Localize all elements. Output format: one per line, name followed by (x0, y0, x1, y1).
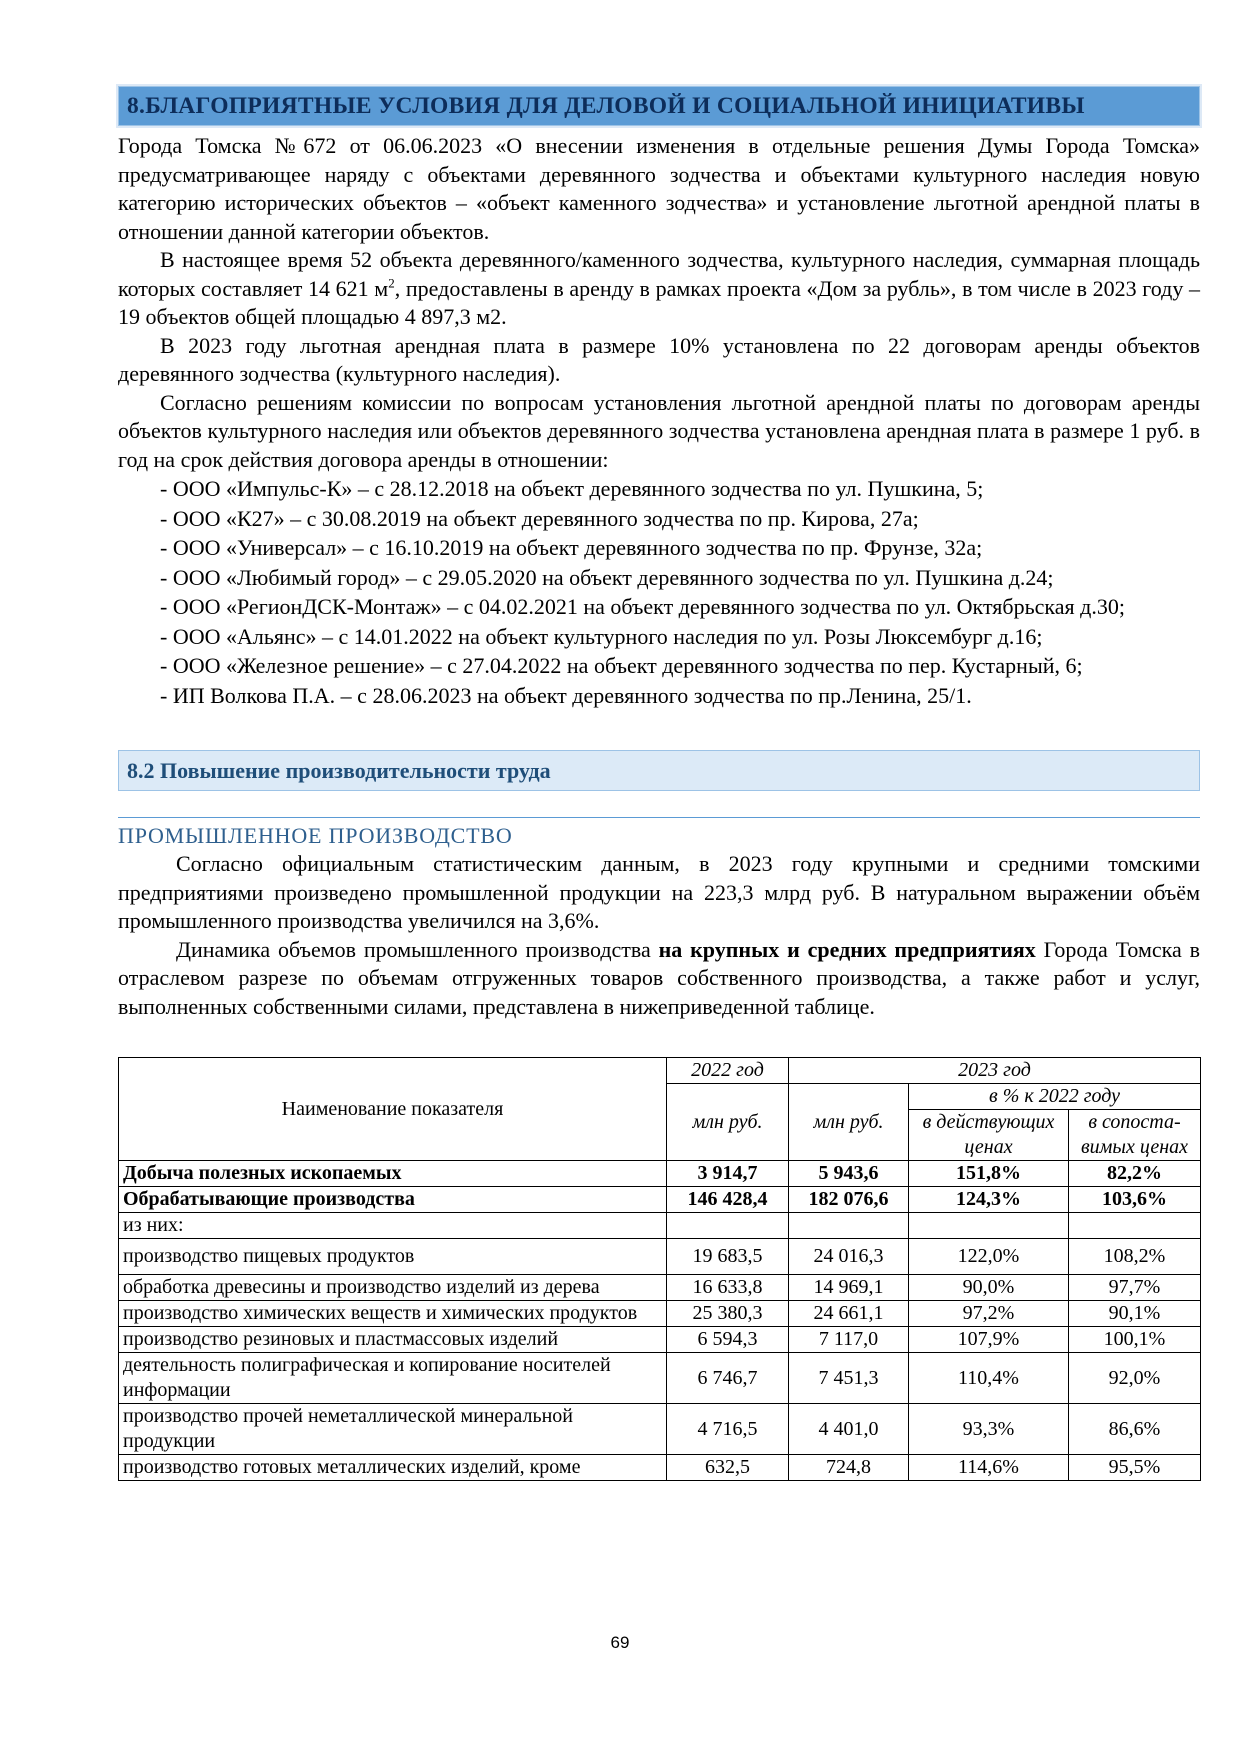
row-value-2023: 24 016,3 (789, 1239, 909, 1275)
row-percent-current: 90,0% (909, 1275, 1069, 1301)
row-value-2022: 146 428,4 (667, 1187, 789, 1213)
list-item: - ООО «РегионДСК-Монтаж» – с 04.02.2021 на объект деревянного зодчества по ул. Октябрьская д.30; (160, 594, 1125, 619)
table-row (119, 1239, 1201, 1275)
row-percent-comparable: 86,6% (1069, 1404, 1201, 1455)
paragraph-objects-text-a: В настоящее время 52 объекта деревянного/каменного зодчества, культурного наследия, суммарная площадь которых составляет 14 621 м (118, 247, 1200, 301)
row-value-2022: 6 594,3 (667, 1327, 789, 1353)
row-value-2023: 724,8 (789, 1455, 909, 1481)
row-name: производство готовых металлических изделий, кроме (119, 1455, 667, 1481)
row-value-2022: 19 683,5 (667, 1239, 789, 1275)
row-percent-comparable: 108,2% (1069, 1239, 1201, 1275)
row-value-2023: 7 117,0 (789, 1327, 909, 1353)
header-mln-2022: млн руб. (667, 1084, 789, 1161)
row-percent-comparable: 92,0% (1069, 1353, 1201, 1404)
row-name: производство резиновых и пластмассовых изделий (119, 1327, 667, 1353)
row-value-2023: 182 076,6 (789, 1187, 909, 1213)
document-page (118, 86, 1200, 1481)
header-year-2022: 2022 год (667, 1058, 789, 1084)
row-value-2022: 25 380,3 (667, 1301, 789, 1327)
header-mln-2023: млн руб. (789, 1084, 909, 1161)
row-percent-comparable (1069, 1213, 1201, 1239)
subsection-title: 8.2 Повышение производительности труда (118, 750, 1200, 791)
row-name: производство химических веществ и химических продуктов (119, 1301, 667, 1327)
table-row (119, 1275, 1201, 1301)
table-row (119, 1187, 1201, 1213)
paragraph-objects-text-b: , предоставлены в аренду в рамках проекта «Дом за рубль», в том числе в 2023 году – 19 объектов общей площадью 4 897,3 м2. (118, 275, 1200, 329)
row-name: Обрабатывающие производства (119, 1187, 667, 1213)
row-name: производство прочей неметаллической минеральной продукции (119, 1404, 667, 1455)
industry-heading: ПРОМЫШЛЕННОЕ ПРОИЗВОДСТВО (118, 817, 1200, 850)
row-percent-comparable: 100,1% (1069, 1327, 1201, 1353)
table-row (119, 1404, 1201, 1455)
row-value-2023: 7 451,3 (789, 1353, 909, 1404)
row-percent-comparable: 95,5% (1069, 1455, 1201, 1481)
list-item: - ИП Волкова П.А. – с 28.06.2023 на объект деревянного зодчества по пр.Ленина, 25/1. (160, 682, 972, 708)
paragraph-decision: Города Томска №672 от 06.06.2023 «О внесении изменения в отдельные решения Думы Города Томска» предусматривающее наряду с объектами деревянного зодчества и объектами культурного наследия новую категорию исторических объектов – «объект каменного зодчества» и установление льготной арендной платы в отношении данной категории объектов. (118, 133, 1200, 244)
row-value-2022 (667, 1213, 789, 1239)
dynamics-text-b: Города Томска в отраслевом разрезе по объемам отгруженных товаров собственного производства, а также работ и услуг, выполненных собственными силами, представлена в нижеприведенной таблице. (118, 936, 1200, 1019)
list-item: - ООО «Импульс-К» – с 28.12.2018 на объект деревянного зодчества по ул. Пушкина, 5; (160, 476, 984, 501)
row-value-2023: 14 969,1 (789, 1275, 909, 1301)
tenant-list (118, 474, 1200, 710)
row-percent-current (909, 1213, 1069, 1239)
dynamics-text-a: Динамика объемов промышленного производства (176, 936, 659, 962)
row-value-2023: 5 943,6 (789, 1161, 909, 1187)
header-year-2023: 2023 год (789, 1058, 1201, 1084)
dynamics-text-bold: на крупных и средних предприятиях (658, 936, 1036, 962)
table-row (119, 1161, 1201, 1187)
row-value-2022: 6 746,7 (667, 1353, 789, 1404)
row-percent-current: 107,9% (909, 1327, 1069, 1353)
row-percent-comparable: 90,1% (1069, 1301, 1201, 1327)
row-value-2022: 4 716,5 (667, 1404, 789, 1455)
row-name: деятельность полиграфическая и копирование носителей информации (119, 1353, 667, 1404)
row-percent-current: 97,2% (909, 1301, 1069, 1327)
row-value-2023: 4 401,0 (789, 1404, 909, 1455)
row-name: обработка древесины и производство изделий из дерева (119, 1275, 667, 1301)
row-name: из них: (119, 1213, 667, 1239)
row-percent-current: 124,3% (909, 1187, 1069, 1213)
row-value-2023: 24 661,1 (789, 1301, 909, 1327)
row-percent-current: 114,6% (909, 1455, 1069, 1481)
row-value-2022: 3 914,7 (667, 1161, 789, 1187)
list-item: - ООО «Любимый город» – с 29.05.2020 на объект деревянного зодчества по ул. Пушкина д.24; (160, 564, 1054, 590)
section-title: 8.БЛАГОПРИЯТНЫЕ УСЛОВИЯ ДЛЯ ДЕЛОВОЙ И СОЦИАЛЬНОЙ ИНИЦИАТИВЫ (118, 86, 1200, 126)
table-row (119, 1213, 1201, 1239)
paragraph-commission: Согласно решениям комиссии по вопросам установления льготной арендной платы по договорам аренды объектов культурного наследия или объектов деревянного зодчества установлена арендная плата в размере 1 руб. в год на срок действия договора аренды в отношении: (118, 389, 1200, 472)
row-percent-current: 151,8% (909, 1161, 1069, 1187)
table-row (119, 1301, 1201, 1327)
header-comparable-prices: в сопоста-вимых ценах (1069, 1110, 1201, 1161)
row-value-2022: 16 633,8 (667, 1275, 789, 1301)
row-percent-comparable: 97,7% (1069, 1275, 1201, 1301)
row-percent-current: 93,3% (909, 1404, 1069, 1455)
list-item: - ООО «Железное решение» – с 27.04.2022 на объект деревянного зодчества по пер. Кустарный, 6; (160, 653, 1083, 678)
area-unit-superscript: 2 (388, 275, 395, 291)
header-current-prices: в действующих ценах (909, 1110, 1069, 1161)
table-row (119, 1455, 1201, 1481)
table-row (119, 1327, 1201, 1353)
header-indicator-name: Наименование показателя (119, 1058, 667, 1161)
list-item: - ООО «К27» – с 30.08.2019 на объект деревянного зодчества по пр. Кирова, 27а; (160, 505, 919, 531)
row-percent-current: 122,0% (909, 1239, 1069, 1275)
industry-table (118, 1057, 1201, 1481)
paragraph-rent: В 2023 году льготная арендная плата в размере 10% установлена по 22 договорам аренды объектов деревянного зодчества (культурного наследия). (118, 332, 1200, 386)
paragraph-objects (118, 246, 1200, 332)
header-percent-to-2022: в % к 2022 году (909, 1084, 1201, 1110)
list-item: - ООО «Альянс» – с 14.01.2022 на объект культурного наследия по ул. Розы Люксембург д.16; (160, 623, 1043, 649)
page-number: 69 (610, 1633, 630, 1652)
row-percent-comparable: 103,6% (1069, 1187, 1201, 1213)
row-value-2022: 632,5 (667, 1455, 789, 1481)
table-row (119, 1353, 1201, 1404)
list-item: - ООО «Универсал» – с 16.10.2019 на объект деревянного зодчества по пр. Фрунзе, 32а; (160, 535, 983, 560)
row-name: Добыча полезных ископаемых (119, 1161, 667, 1187)
paragraph-industry-stats: Согласно официальным статистическим данным, в 2023 году крупными и средними томскими предприятиями произведено промышленной продукции на 223,3 млрд руб. В натуральном выражении объём промышленного производства увеличился на 3,6%. (118, 851, 1200, 933)
row-name: производство пищевых продуктов (119, 1239, 667, 1275)
row-value-2023 (789, 1213, 909, 1239)
row-percent-current: 110,4% (909, 1353, 1069, 1404)
paragraph-industry-dynamics (118, 936, 1200, 1022)
row-percent-comparable: 82,2% (1069, 1161, 1201, 1187)
